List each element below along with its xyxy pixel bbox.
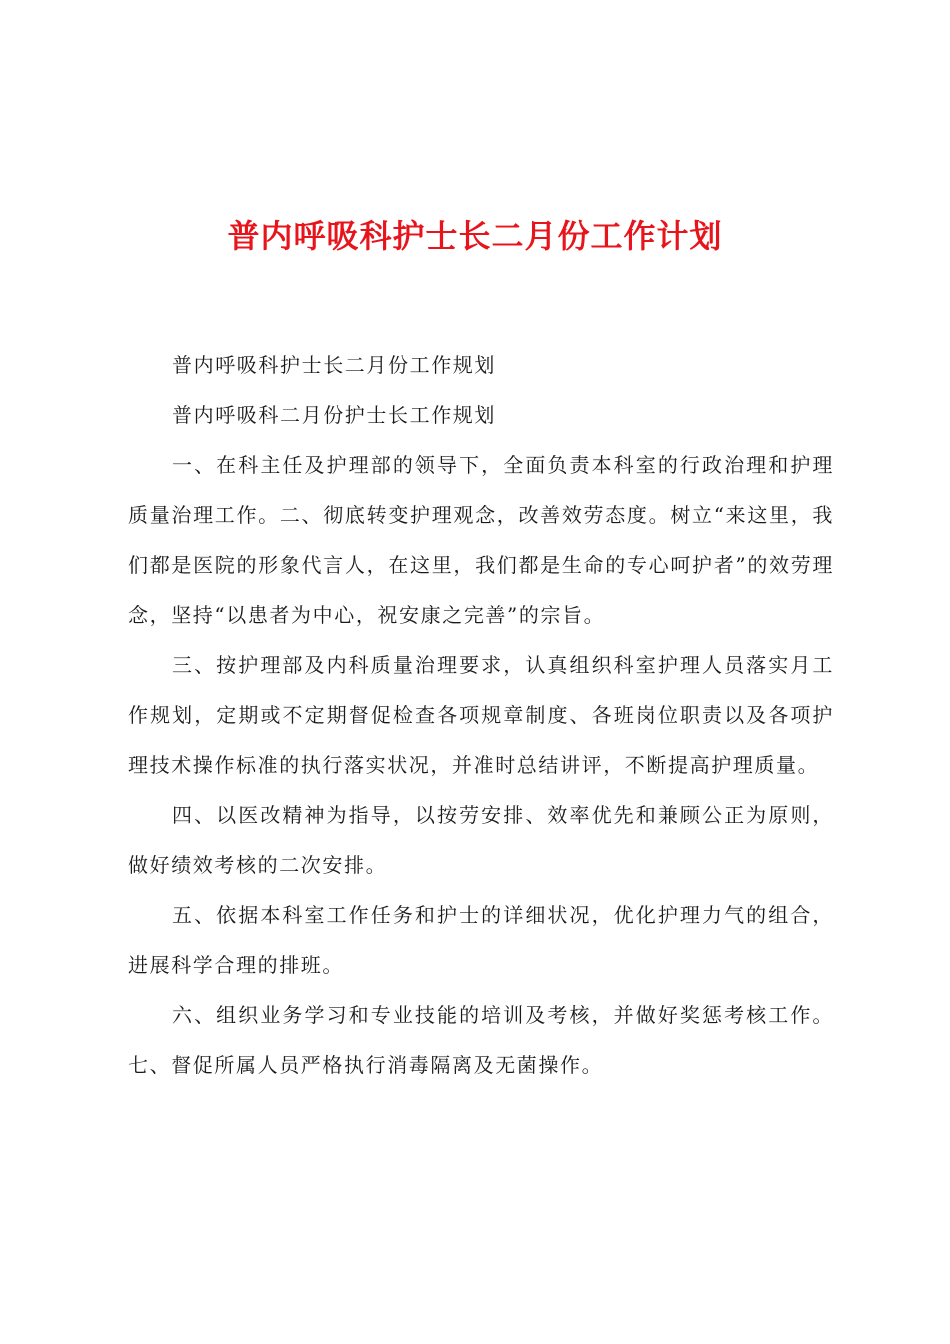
paragraph-item-3: 三、按护理部及内科质量治理要求，认真组织科室护理人员落实月工作规划，定期或不定期督促检查各项规章制度、各班岗位职责以及各项护理技术操作标准的执行落实状况，并准时总结讲评，不断提高护理质量。 xyxy=(128,653,834,777)
paragraph-heading-2: 普内呼吸科二月份护士长工作规划 xyxy=(172,403,496,427)
paragraph-heading-1: 普内呼吸科护士长二月份工作规划 xyxy=(172,353,496,377)
paragraph-item-1-2: 一、在科主任及护理部的领导下，全面负责本科室的行政治理和护理质量治理工作。二、彻底转变护理观念，改善效劳态度。树立“来这里，我们都是医院的形象代言人，在这里，我们都是生命的专心呵护者”的效劳理念，坚持“以患者为中心，祝安康之完善”的宗旨。 xyxy=(128,453,834,627)
paragraph-item-5: 五、依据本科室工作任务和护士的详细状况，优化护理力气的组合，进展科学合理的排班。 xyxy=(128,903,834,977)
paragraph-item-4: 四、以医改精神为指导，以按劳安排、效率优先和兼顾公正为原则，做好绩效考核的二次安排。 xyxy=(128,803,834,877)
document-body xyxy=(128,340,834,1090)
paragraph-item-6-7: 六、组织业务学习和专业技能的培训及考核，并做好奖惩考核工作。七、督促所属人员严格执行消毒隔离及无菌操作。 xyxy=(128,1003,834,1077)
document-title: 普内呼吸科护士长二月份工作计划 xyxy=(227,217,723,255)
